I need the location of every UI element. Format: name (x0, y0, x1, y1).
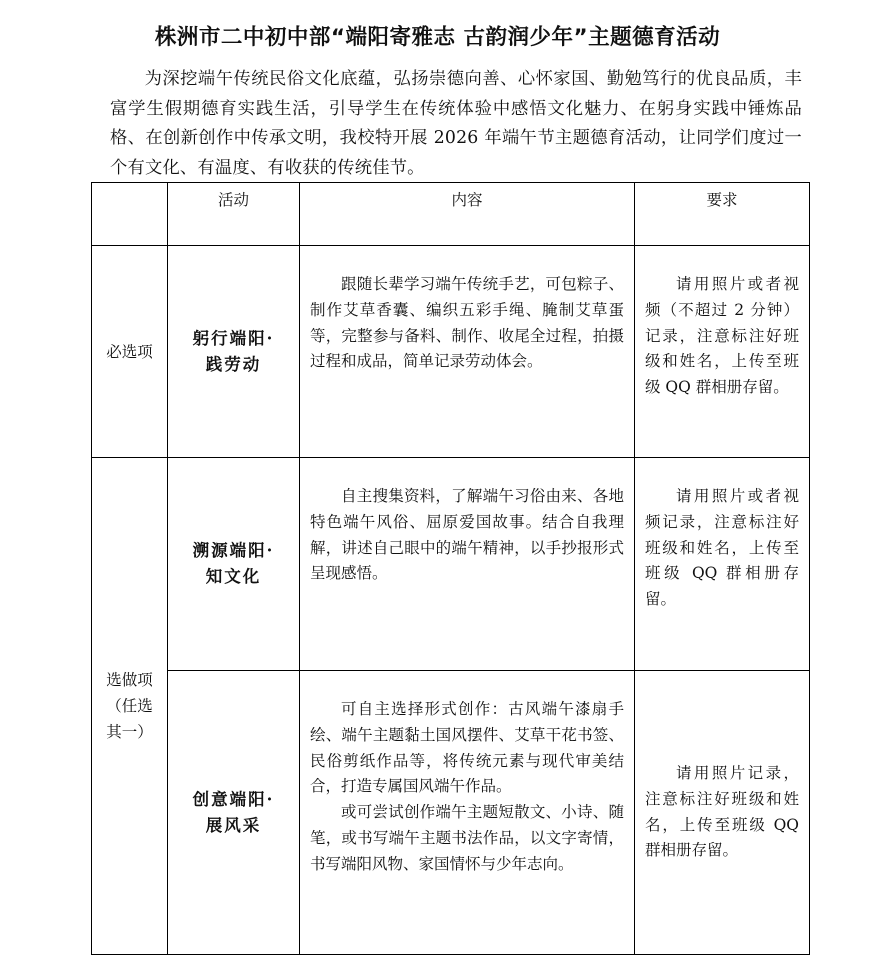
header-requirement: 要求 (635, 183, 810, 246)
activity-name-line2: 践劳动 (205, 354, 262, 374)
activity-cell (168, 246, 300, 458)
requirement-cell (635, 458, 810, 671)
requirement-text: 请用照片或者视频记录，注意标注好班级和姓名，上传至班级 QQ 群相册存留。 (645, 487, 799, 609)
requirement-cell (635, 246, 810, 458)
header-category (92, 183, 168, 246)
table-row (92, 458, 810, 671)
requirement-text: 请用照片或者视频（不超过 2 分钟）记录，注意标注好班级和姓名，上传至班级 QQ 群相册存留。 (645, 275, 799, 397)
content-cell (300, 458, 635, 671)
intro-paragraph: 为深挖端午传统民俗文化底蕴，弘扬崇德向善、心怀家国、勤勉笃行的优良品质，丰富学生假期德育实践生活，引导学生在传统体验中感悟文化魅力、在躬身实践中锤炼品格、在创新创作中传承文明，我校特开展 2026 年端午节主题德育活动，让同学们度过一个有文化、有温度、有收获的传统佳节。 (110, 69, 802, 178)
activity-name-line2: 展风采 (205, 815, 262, 835)
table-header-row (92, 183, 810, 246)
page-title: 株洲市二中初中部“端阳寄雅志 古韵润少年”主题德育活动 (154, 25, 721, 50)
content-text: 自主搜集资料，了解端午习俗由来、各地特色端午风俗、屈原爱国故事。结合自我理解，讲述自己眼中的端午精神，以手抄报形式呈现感悟。 (310, 487, 624, 583)
activity-name-line1: 躬行端阳· (192, 328, 275, 348)
header-activity: 活动 (168, 183, 300, 246)
category-required: 必选项 (92, 246, 168, 458)
content-text-paragraph-1: 可自主选择形式创作：古风端午漆扇手绘、端午主题黏土国风摆件、艾草干花书签、民俗剪纸作品等，将传统元素与现代审美结合，打造专属国风端午作品。 (310, 700, 624, 796)
activity-cell (168, 458, 300, 671)
table-row (92, 671, 810, 955)
activity-table (91, 182, 810, 955)
category-optional-line3: 其一） (106, 723, 153, 741)
activity-name-line2: 知文化 (205, 567, 262, 586)
requirement-text: 请用照片记录，注意标注好班级和姓名，上传至班级 QQ 群相册存留。 (645, 763, 799, 860)
category-optional-line2: （任选 (106, 697, 153, 715)
table-row (92, 246, 810, 458)
content-cell (300, 246, 635, 458)
content-text-paragraph-2: 或可尝试创作端午主题短散文、小诗、随笔，或书写端午主题书法作品，以文字寄情，书写端阳风物、家国情怀与少年志向。 (310, 803, 624, 873)
activity-cell (168, 671, 300, 955)
content-text: 跟随长辈学习端午传统手艺，可包粽子、制作艾草香囊、编织五彩手绳、腌制艾草蛋等，完整参与备料、制作、收尾全过程，拍摄过程和成品，简单记录劳动体会。 (310, 275, 624, 371)
category-optional-line1: 选做项 (106, 671, 153, 689)
header-content: 内容 (300, 183, 635, 246)
content-cell (300, 671, 635, 955)
category-optional (92, 458, 168, 955)
activity-name-line1: 创意端阳· (192, 789, 275, 809)
activity-name-line1: 溯源端阳· (192, 541, 275, 560)
requirement-cell (635, 671, 810, 955)
